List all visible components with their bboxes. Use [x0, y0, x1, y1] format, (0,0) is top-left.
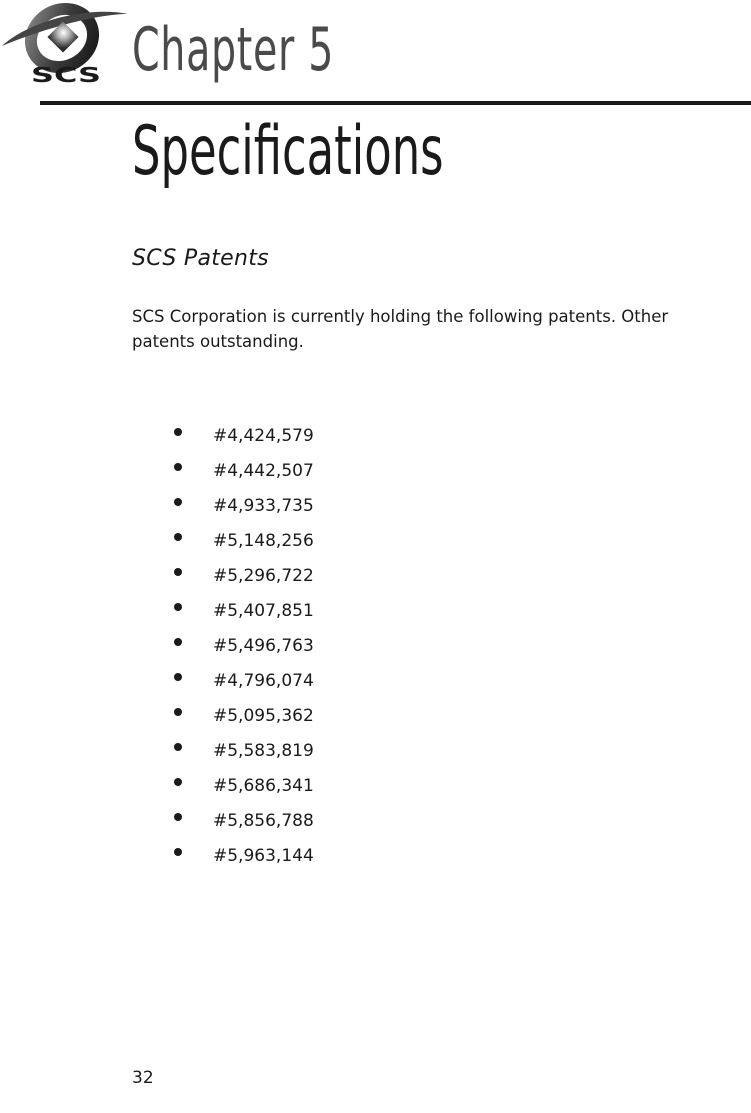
- bullet-icon: [174, 568, 182, 576]
- logo-text: SCS: [31, 63, 101, 87]
- section-heading: SCS Patents: [132, 246, 269, 271]
- intro-paragraph: SCS Corporation is currently holding the following patents. Other patents outstanding.: [132, 307, 669, 351]
- bullet-icon: [174, 743, 182, 751]
- bullet-icon: [174, 673, 182, 681]
- bullet-icon: [174, 848, 182, 856]
- patent-number: #5,496,763: [213, 636, 314, 656]
- header-rule: [40, 101, 751, 105]
- bullet-icon: [174, 533, 182, 541]
- patent-number: #4,442,507: [213, 461, 314, 481]
- chapter-title: Chapter 5: [132, 15, 335, 85]
- bullet-icon: [174, 638, 182, 646]
- patent-number: #5,095,362: [213, 706, 314, 726]
- bullet-icon: [174, 708, 182, 716]
- page-number: 32: [132, 1068, 154, 1088]
- bullet-icon: [174, 463, 182, 471]
- patent-number: #4,796,074: [213, 671, 314, 691]
- bullet-icon: [174, 778, 182, 786]
- patent-number: #4,933,735: [213, 496, 314, 516]
- patent-number: #5,296,722: [213, 566, 314, 586]
- patent-number: #5,963,144: [213, 846, 314, 866]
- bullet-icon: [174, 428, 182, 436]
- patent-number: #5,856,788: [213, 811, 314, 831]
- patent-number: #5,583,819: [213, 741, 314, 761]
- scs-logo: [0, 0, 130, 92]
- patent-number: #5,686,341: [213, 776, 314, 796]
- patent-number: #5,407,851: [213, 601, 314, 621]
- bullet-icon: [174, 603, 182, 611]
- page-title: Specifications: [132, 112, 444, 191]
- patent-number: #5,148,256: [213, 531, 314, 551]
- bullet-icon: [174, 813, 182, 821]
- patent-number: #4,424,579: [213, 426, 314, 446]
- bullet-icon: [174, 498, 182, 506]
